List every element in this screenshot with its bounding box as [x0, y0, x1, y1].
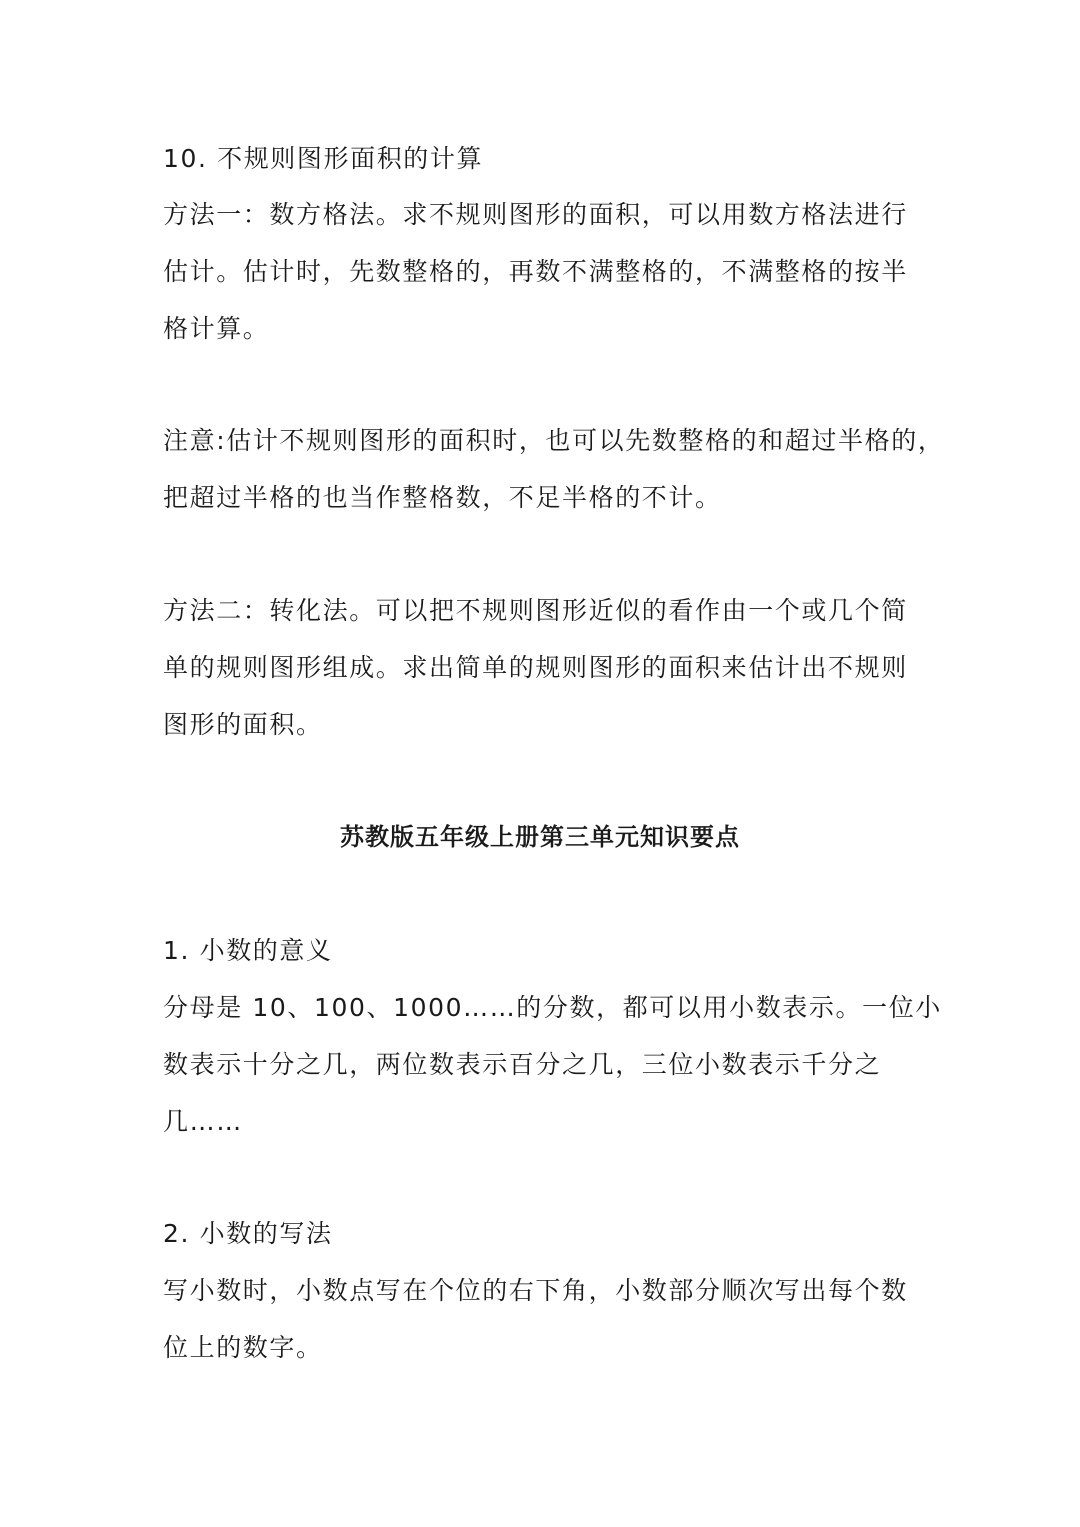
item1-title: 1. 小数的意义 [163, 936, 333, 965]
item2-line-1: 写小数时，小数点写在个位的右下角，小数部分顺次写出每个数 [163, 1276, 908, 1305]
item1-line-1: 分母是 10、100、1000……的分数，都可以用小数表示。一位小 [163, 993, 942, 1022]
note-line-1: 注意:估计不规则图形的面积时，也可以先数整格的和超过半格的， [163, 426, 945, 455]
method2-line-2: 单的规则图形组成。求出简单的规则图形的面积来估计出不规则 [163, 653, 908, 682]
method1-line-2: 估计。估计时，先数整格的，再数不满整格的，不满整格的按半 [163, 257, 908, 286]
item1-line-2: 数表示十分之几，两位数表示百分之几，三位小数表示千分之 [163, 1050, 882, 1079]
item2-title: 2. 小数的写法 [163, 1219, 333, 1248]
section-10-title: 10. 不规则图形面积的计算 [163, 144, 484, 173]
method2-line-3: 图形的面积。 [163, 710, 323, 739]
method2-line-1: 方法二：转化法。可以把不规则图形近似的看作由一个或几个简 [163, 596, 908, 625]
note-line-2: 把超过半格的也当作整格数，不足半格的不计。 [163, 483, 722, 512]
method1-line-1: 方法一：数方格法。求不规则图形的面积，可以用数方格法进行 [163, 200, 908, 229]
unit-heading: 苏教版五年级上册第三单元知识要点 [340, 823, 740, 851]
item2-line-2: 位上的数字。 [163, 1333, 323, 1362]
item1-line-3: 几…… [163, 1107, 243, 1136]
method1-line-3: 格计算。 [163, 314, 270, 343]
